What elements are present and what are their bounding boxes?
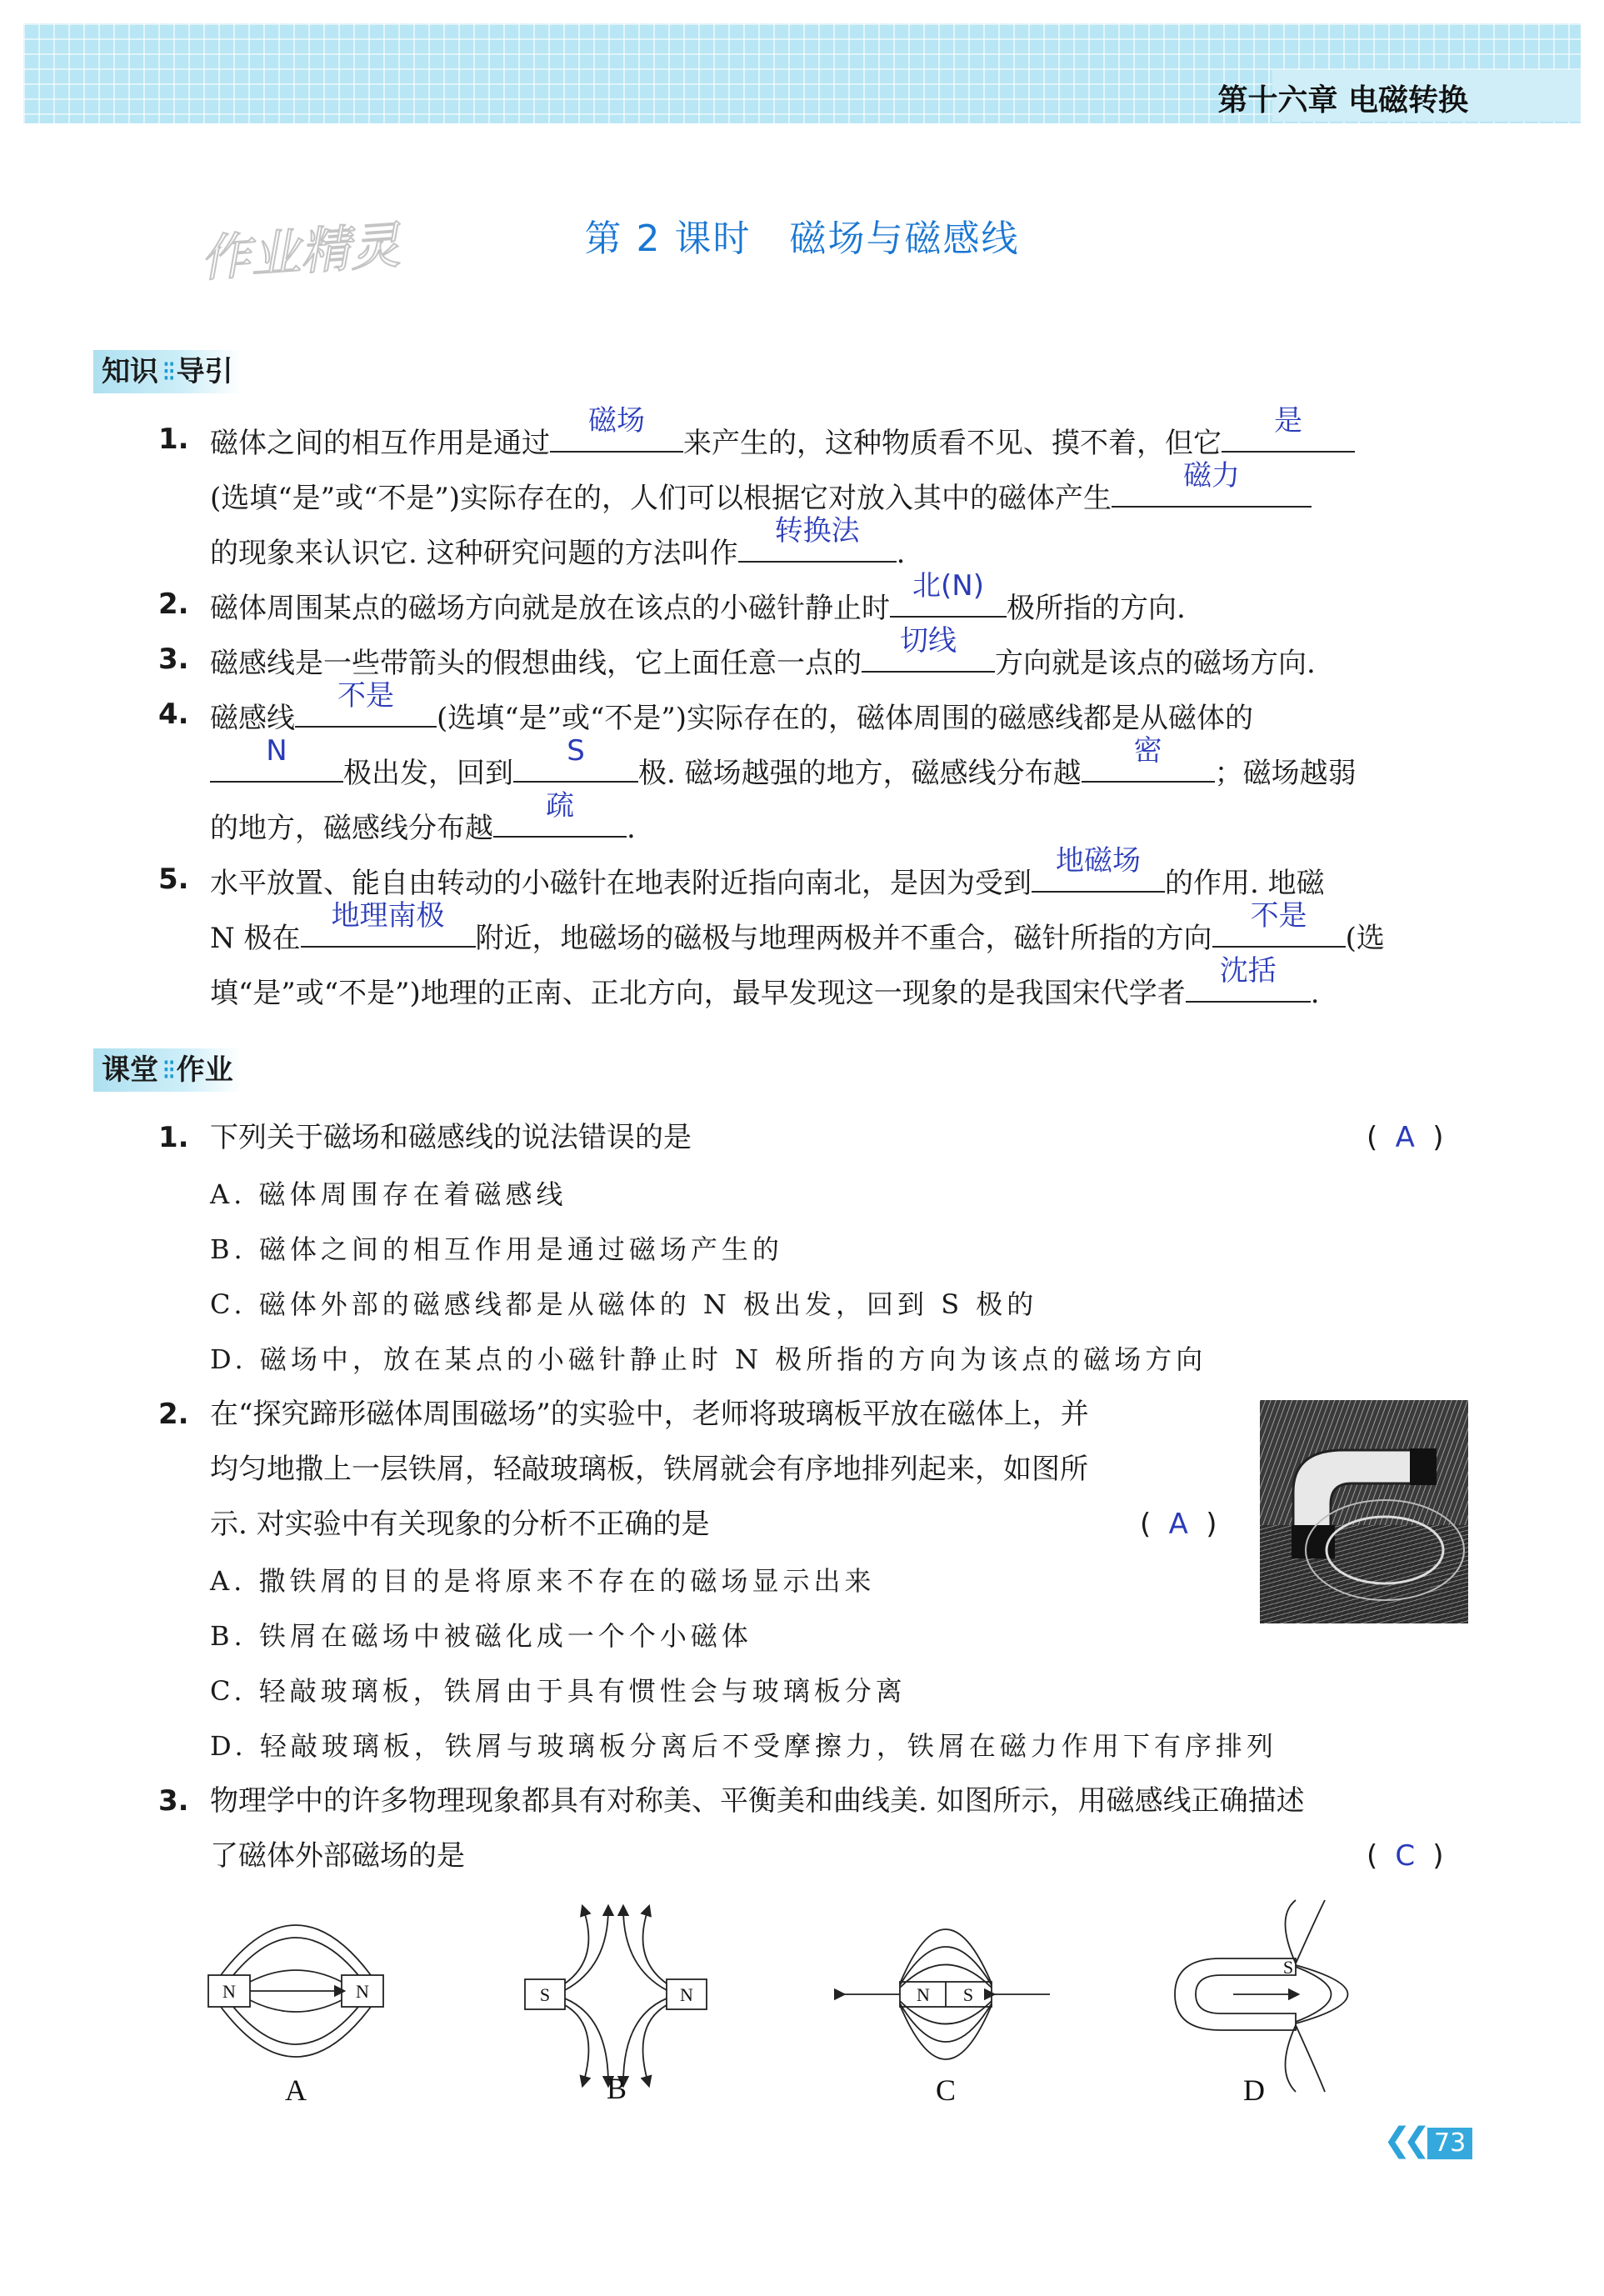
question-number: 3. (158, 643, 189, 676)
question-text: 均匀地撒上一层铁屑，轻敲玻璃板，铁屑就会有序地排列起来，如图所 (210, 1453, 1088, 1486)
answer-blank (1222, 404, 1355, 453)
question-text: 填“是”或“不是”)地理的正南、正北方向，最早发现这一现象的是我国宋代学者 (210, 977, 1186, 1010)
pole-label: S (539, 1984, 551, 2005)
handwritten-answer: 切线 (900, 624, 957, 658)
watermark-logo: 作业精灵 (198, 216, 402, 289)
question-text: 方向就是该点的磁场方向. (995, 647, 1316, 680)
answer-blank (301, 899, 476, 948)
answer-blank (1082, 734, 1215, 783)
question-text: . (896, 537, 906, 570)
knowledge-q5-line3 (210, 954, 1320, 1010)
question-text: 磁体之间的相互作用是通过 (210, 427, 550, 460)
pole-label: N (222, 1981, 236, 2002)
handwritten-answer: 磁场 (588, 404, 645, 438)
option-d: D. 磁场中，放在某点的小磁针静止时 N 极所指的方向为该点的磁场方向 (210, 1343, 1207, 1375)
question-text: . (1310, 977, 1320, 1010)
section-heading-part: 作业 (176, 1053, 233, 1087)
question-text: 的作用. 地磁 (1165, 867, 1325, 900)
question-text: 极出发，回到 (343, 757, 513, 790)
question-text: 来产生的，这种物质看不见、摸不着，但它 (683, 427, 1222, 460)
question-text: 极所指的方向. (1007, 592, 1186, 625)
question-text: 下列关于磁场和磁感线的说法错误的是 (210, 1121, 692, 1154)
question-number: 2. (158, 1398, 189, 1431)
lesson-number: 第 2 课时 (584, 218, 752, 260)
section-heading-part: 课堂 (102, 1053, 158, 1087)
option-c: C. 轻敲玻璃板，铁屑由于具有惯性会与玻璃板分离 (210, 1675, 907, 1707)
figure-d-diagram (1175, 1900, 1348, 2092)
answer-parentheses: ( A ) (1140, 1508, 1217, 1541)
question-text: N 极在 (210, 922, 301, 955)
question-text: 附近，地磁场的磁极与地理两极并不重合，磁针所指的方向 (475, 922, 1212, 955)
answer-blank (210, 734, 343, 783)
section-heading-knowledge (93, 350, 242, 393)
option-b: B. 磁体之间的相互作用是通过磁场产生的 (210, 1233, 783, 1265)
handwritten-answer: A (1168, 1508, 1188, 1541)
figure-label-b: B (606, 2072, 627, 2105)
knowledge-q4-line2 (210, 734, 1357, 790)
pole-label: N (917, 1984, 930, 2005)
answer-blank (1032, 844, 1165, 893)
handwritten-answer: 地理南极 (331, 899, 445, 933)
question-text: 示. 对实验中有关现象的分析不正确的是 (210, 1508, 710, 1541)
pole-label: N (680, 1984, 693, 2005)
knowledge-q1-line2 (210, 459, 1312, 515)
answer-blank (738, 514, 897, 563)
handwritten-answer: 疏 (546, 789, 574, 823)
pole-label: S (1282, 1957, 1294, 1978)
question-number: 2. (158, 588, 189, 621)
question-text: 的地方，磁感线分布越 (210, 812, 493, 845)
question-text: 物理学中的许多物理现象都具有对称美、平衡美和曲线美. 如图所示，用磁感线正确描述 (210, 1784, 1305, 1818)
page-header-band (23, 23, 1581, 123)
question-number: 1. (158, 423, 189, 456)
handwritten-answer: 不是 (337, 679, 394, 713)
question-text: . (627, 812, 636, 845)
handwritten-answer: 不是 (1250, 899, 1307, 933)
handwritten-answer: N (266, 734, 287, 768)
question-text: (选 (1345, 922, 1385, 955)
question-number: 3. (158, 1784, 189, 1818)
handwritten-answer: 转换法 (774, 514, 860, 548)
page-number-value: 73 (1427, 2128, 1472, 2159)
option-a: A. 磁体周围存在着磁感线 (210, 1178, 567, 1210)
handwritten-answer: C (1395, 1839, 1416, 1873)
lesson-topic: 磁场与磁感线 (789, 218, 1020, 260)
option-d: D. 轻敲玻璃板，铁屑与玻璃板分离后不受摩擦力，铁屑在磁力作用下有序排列 (210, 1730, 1277, 1762)
option-c: C. 磁体外部的磁感线都是从磁体的 N 极出发，回到 S 极的 (210, 1288, 1038, 1320)
question-text: 了磁体外部磁场的是 (210, 1839, 465, 1873)
question-text: (选填“是”或“不是”)实际存在的，人们可以根据它对放入其中的磁体产生 (210, 482, 1112, 515)
answer-blank (862, 624, 995, 673)
question-text: (选填“是”或“不是”)实际存在的，磁体周围的磁感线都是从磁体的 (437, 702, 1254, 735)
answer-blank (295, 679, 437, 728)
question-text: 在“探究蹄形磁体周围磁场”的实验中，老师将玻璃板平放在磁体上，并 (210, 1398, 1089, 1431)
handwritten-answer: 磁力 (1183, 459, 1241, 493)
answer-blank (550, 404, 683, 453)
handwritten-answer: 地磁场 (1056, 844, 1141, 878)
pole-label: S (962, 1984, 974, 2005)
question-text: 磁感线 (210, 702, 295, 735)
wave-icon: ⁝⁝ (162, 355, 173, 388)
option-b: B. 铁屑在磁场中被磁化成一个个小磁体 (210, 1620, 752, 1652)
double-chevron-icon: ❮❮ (1383, 2121, 1423, 2159)
figure-label-a: A (285, 2073, 307, 2107)
answer-parentheses: ( C ) (1367, 1839, 1444, 1873)
lesson-title (0, 208, 1604, 262)
answer-parentheses: ( A ) (1367, 1121, 1444, 1154)
section-heading-part: 知识 (102, 355, 158, 388)
question-text: ；磁场越弱 (1214, 757, 1357, 790)
answer-blank (890, 569, 1007, 618)
handwritten-answer: 北(N) (912, 569, 984, 603)
chapter-title: 第十六章 电磁转换 (1217, 83, 1468, 118)
pole-label: N (356, 1981, 369, 2002)
figure-label-c: C (935, 2073, 957, 2107)
question-text: 的现象来认识它. 这种研究问题的方法叫作 (210, 537, 738, 570)
question-text: 水平放置、能自由转动的小磁针在地表附近指向南北，是因为受到 (210, 867, 1032, 900)
question-text: 极. 磁场越强的地方，磁感线分布越 (638, 757, 1082, 790)
option-a: A. 撒铁屑的目的是将原来不存在的磁场显示出来 (210, 1565, 876, 1597)
answer-blank (513, 734, 638, 783)
knowledge-q4-line3 (210, 789, 636, 845)
chapter-tab (1217, 70, 1581, 122)
knowledge-q1-line3 (210, 514, 906, 570)
section-heading-part: 导引 (176, 355, 233, 388)
section-heading-classwork (93, 1048, 242, 1092)
handwritten-answer: A (1395, 1121, 1415, 1154)
answer-blank (493, 789, 627, 838)
handwritten-answer: 沈括 (1219, 954, 1277, 988)
iron-filings-photo (1260, 1400, 1468, 1623)
handwritten-answer: 是 (1274, 404, 1302, 438)
answer-blank (1212, 899, 1346, 948)
question-text: 磁感线是一些带箭头的假想曲线，它上面任意一点的 (210, 647, 862, 680)
question-number: 4. (158, 698, 189, 731)
figure-c-diagram (842, 1929, 1050, 2059)
wave-icon: ⁝⁝ (162, 1053, 173, 1087)
question-text: 磁体周围某点的磁场方向就是放在该点的小磁针静止时 (210, 592, 890, 625)
question-number: 5. (158, 863, 189, 896)
handwritten-answer: S (567, 734, 585, 768)
figure-label-d: D (1243, 2073, 1265, 2107)
answer-blank (1186, 954, 1311, 1003)
page-number (1383, 2121, 1472, 2159)
magnetic-field-figures (183, 1892, 1450, 2108)
question-number: 1. (158, 1121, 189, 1154)
knowledge-q5-line2 (210, 899, 1385, 955)
answer-blank (1112, 459, 1312, 508)
handwritten-answer: 密 (1133, 734, 1162, 768)
